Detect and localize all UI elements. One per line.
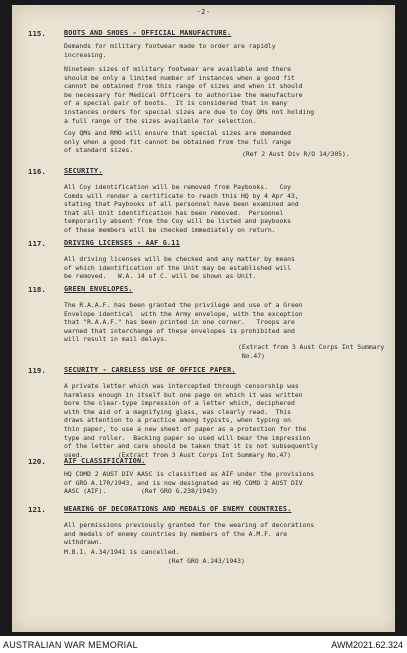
item-paragraph: All driving licenses will be checked and any matter by means of which identification of the Unit may be established will be removed. W.A. 14 of C. will be shown as Unit. [64, 255, 295, 281]
item-paragraph: All permissions previously granted for the wearing of decorations and medals of enemy countries by members of the A.M.F. are withdrawn. [64, 521, 315, 547]
item-paragraph: All Coy identification will be removed from Paybooks. Coy Comds will render a certificate to reach this HQ by 4 Apr 43, stating that Paybooks of all personnel have been examined and that all Unit identification has been removed. Personnel temporarily absent from the Coy will be listed and paybooks of these members will be checked immediately on return. [64, 183, 299, 234]
item-paragraph: Nineteen sizes of military footwear are available and there should be only a limited number of instances when a good fit cannot be obtained from this range of sizes and when it should be necessary for Medical Officers to authorise the manufacture of a special pair of boots. It is considered that in many instances orders for special sizes are due to Coy QMs not holding a full range of the sizes available for selection. [64, 65, 315, 125]
item-number: 120. [28, 457, 46, 466]
item-paragraph: M.B.I. A.34/1941 is cancelled. (Ref GRO A.243/1943) [64, 548, 245, 565]
item-number: 115. [28, 29, 46, 38]
catalogue-id: AWM2021.62.324 [331, 640, 403, 650]
item-heading: BOOTS AND SHOES - OFFICIAL MANUFACTURE. [64, 29, 232, 37]
document-page [12, 5, 395, 632]
item-number: 117. [28, 239, 46, 248]
page-number: -2- [196, 8, 211, 16]
item-heading: DRIVING LICENSES - AAF G.11 [64, 239, 180, 247]
item-heading: SECURITY - CARELESS USE OF OFFICE PAPER. [64, 366, 236, 374]
item-heading: SECURITY. [64, 167, 103, 175]
item-paragraph: The R.A.A.F. has been granted the privilege and use of a Green Envelope identical with the Army envelope, with the exception that "R.A.A.F." has been printed in one corner. Troops are warned that interchange of these envelopes is prohibited and will result in mail delays. [64, 301, 303, 344]
item-heading: GREEN ENVELOPES. [64, 285, 133, 293]
item-number: 116. [28, 167, 46, 176]
item-reference: (Extract from 3 Aust Corps Int Summary No.47) [238, 343, 385, 360]
item-reference: (Ref 2 Aust Div R/O 14/305). [242, 150, 350, 158]
archive-footer [0, 636, 407, 653]
item-paragraph: A private letter which was intercepted through censorship was harmless enough in itself but one page on which it was written bore the clear-type impression of a letter which, deciphered with the aid of a magnifying glass, was clearly read. This draws attention to a practice among typists, when typing on thin paper, to use a new sheet of paper as a protection for the type and roller. Backing paper so used will bear the impression of the letter and care should be taken that it is not subsequently used. (Extract from 3 Aust Corps Int Summary No.47) [64, 382, 318, 459]
institution-name: AUSTRALIAN WAR MEMORIAL [3, 640, 138, 650]
item-number: 119. [28, 366, 46, 375]
item-paragraph: HQ COMD 2 AUST DIV AASC is classified as AIF under the provisions of GRO A.170/1943, and is now designated as HQ COMD 2 AUST DIV AASC (AIF). (Ref GRO G.238/1943) [64, 470, 315, 496]
item-number: 121. [28, 505, 46, 514]
item-number: 118. [28, 285, 46, 294]
item-heading: AIF CLASSIFICATION. [64, 457, 146, 465]
item-heading: WEARING OF DECORATIONS AND MEDALS OF ENEMY COUNTRIES. [64, 505, 292, 513]
item-paragraph: Demands for military footwear made to order are rapidly increasing. [64, 42, 276, 59]
item-paragraph: Coy QMs and RMO will ensure that special sizes are demanded only when a good fit cannot be obtained from the full range of standard sizes. [64, 129, 292, 155]
